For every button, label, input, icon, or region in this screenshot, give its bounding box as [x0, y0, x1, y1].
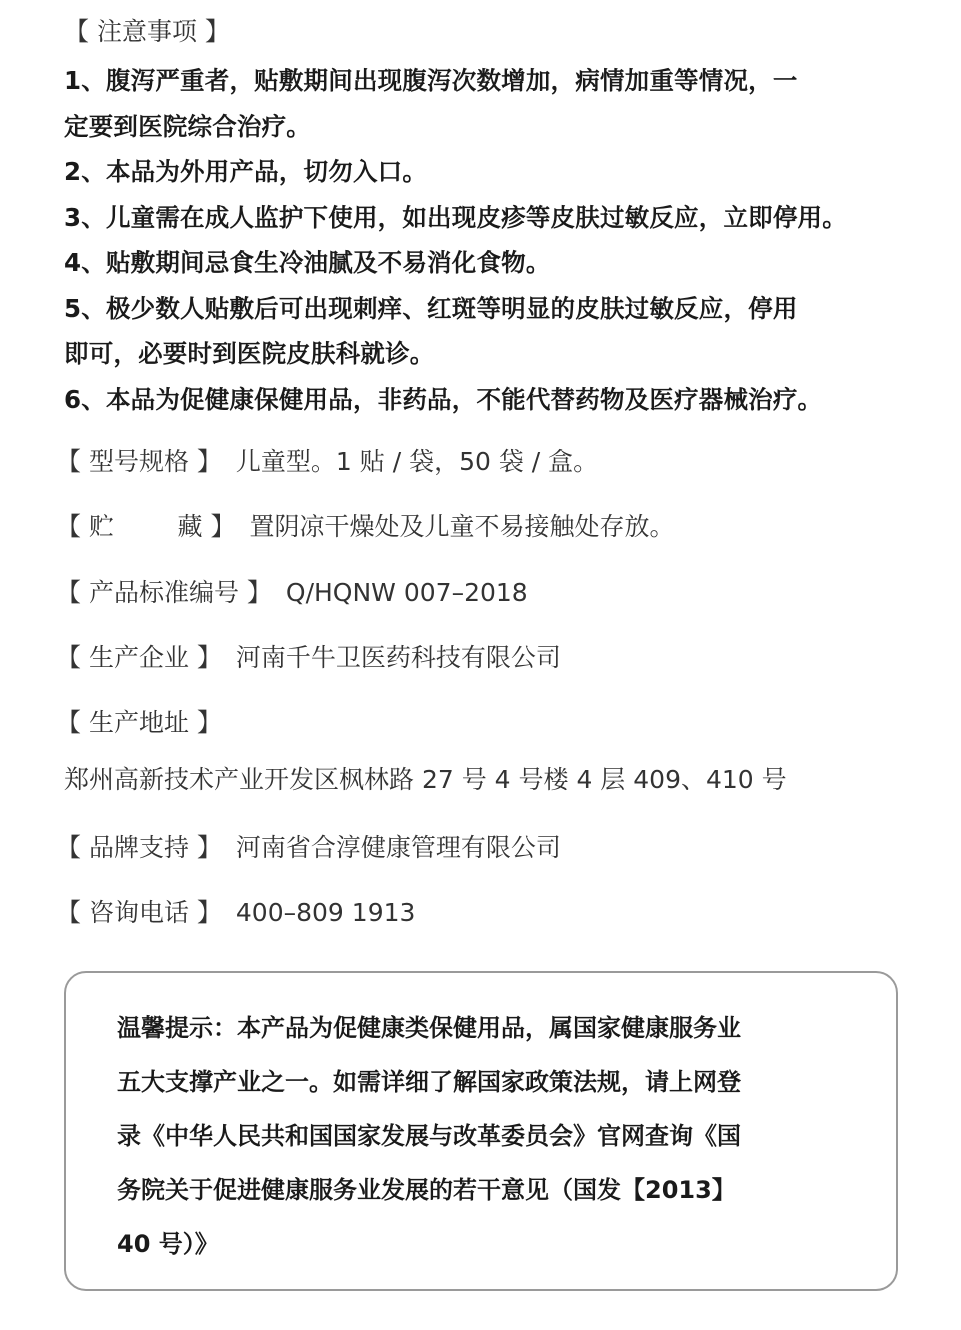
brand-value: 河南省合淳健康管理有限公司: [235, 833, 561, 862]
address-label: 【 生产地址 】: [56, 708, 222, 737]
phone-row: [56, 895, 415, 931]
tip-line: 温馨提示：本产品为促健康类保健用品，属国家健康服务业: [117, 1014, 741, 1042]
tip-line: 录《中华人民共和国国家发展与改革委员会》官网查询《国: [117, 1122, 741, 1150]
notes-line: 5、极少数人贴敷后可出现刺痒、红斑等明显的皮肤过敏反应，停用: [64, 293, 798, 323]
standard-value: Q/HQNW 007–2018: [285, 578, 528, 607]
notes-line: 2、本品为外用产品，切勿入口。: [64, 157, 428, 186]
standard-row: [56, 575, 528, 611]
storage-row: [56, 509, 674, 545]
spec-value: 儿童型。1 贴 / 袋，50 袋 / 盒。: [235, 447, 599, 476]
manufacturer-label: 【 生产企业 】: [56, 643, 222, 672]
tip-line: 务院关于促进健康服务业发展的若干意见（国发【2013】: [117, 1176, 736, 1204]
spec-label: 【 型号规格 】: [56, 447, 222, 476]
address-value: 郑州高新技术产业开发区枫林路 27 号 4 号楼 4 层 409、410 号: [64, 765, 787, 794]
notes-line: 1、腹泻严重者，贴敷期间出现腹泻次数增加，病情加重等情况，一: [64, 66, 798, 95]
address-label-row: [56, 705, 222, 741]
tip-box: [64, 971, 898, 1291]
notes-line: 6、本品为促健康保健用品，非药品，不能代替药物及医疗器械治疗。: [64, 384, 823, 414]
phone-label: 【 咨询电话 】: [56, 898, 222, 927]
tip-line: 五大支撑产业之一。如需详细了解国家政策法规，请上网登: [117, 1068, 741, 1096]
phone-value: 400–809 1913: [235, 898, 416, 927]
storage-value: 置阴凉干燥处及儿童不易接触处存放。: [249, 512, 675, 541]
brand-label: 【 品牌支持 】: [56, 833, 222, 862]
notes-list: [64, 58, 904, 422]
tip-text: [117, 1001, 857, 1271]
notes-heading: 【 注意事项 】: [64, 17, 230, 46]
notes-line: 3、儿童需在成人监护下使用，如出现皮疹等皮肤过敏反应，立即停用。: [64, 202, 847, 232]
notes-line: 4、贴敷期间忌食生冷油腻及不易消化食物。: [64, 248, 551, 277]
spec-row: [56, 444, 598, 480]
notes-line: 即可，必要时到医院皮肤科就诊。: [64, 339, 435, 368]
manufacturer-value: 河南千牛卫医药科技有限公司: [235, 643, 561, 672]
notes-line: 定要到医院综合治疗。: [64, 111, 311, 141]
brand-row: [56, 830, 561, 866]
storage-label: 【 贮 藏 】: [56, 512, 236, 541]
tip-line: 40 号）》: [117, 1230, 219, 1258]
manufacturer-row: [56, 640, 561, 676]
standard-label: 【 产品标准编号 】: [56, 578, 272, 607]
